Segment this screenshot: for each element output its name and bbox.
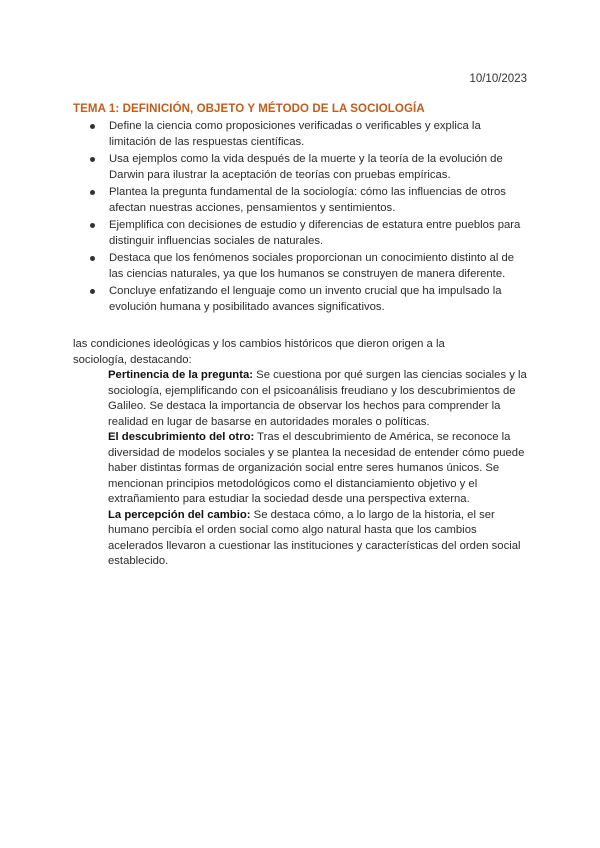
bullet-item xyxy=(90,218,530,249)
bullet-item xyxy=(90,119,530,150)
section-text: Tras el descubrimiento de América, se reconoce la diversidad de modelos sociales y se plantea la necesidad de entender cómo puede haber distintas formas de organización social entre seres humanos únicos. Se mencionan principios metodológicos como el distanciamiento objetivo y el extrañamiento para estudiar la sociedad desde una perspectiva externa. xyxy=(108,431,525,505)
section-heading: La percepción del cambio: xyxy=(108,508,251,521)
bullet-dot-icon xyxy=(90,223,95,228)
bullet-item xyxy=(90,152,530,183)
bullet-item xyxy=(90,251,530,282)
bullet-dot-icon xyxy=(90,256,95,261)
section-percepcion xyxy=(108,508,528,570)
bullet-text: Define la ciencia como proposiciones verificadas o verificables y explica la limitación de las respuestas científicas. xyxy=(109,120,481,148)
document-title: TEMA 1: DEFINICIÓN, OBJETO Y MÉTODO DE LA SOCIOLOGÍA xyxy=(73,103,425,115)
bullet-dot-icon xyxy=(90,124,95,129)
bullet-text: Destaca que los fenómenos sociales proporcionan un conocimiento distinto al de las ciencias naturales, ya que los humanos se construyen de manera diferente. xyxy=(109,252,515,280)
intro-paragraph: las condiciones ideológicas y los cambios históricos que dieron origen a la sociología, destacando: xyxy=(73,338,445,366)
bullet-dot-icon xyxy=(90,289,95,294)
section-heading: Pertinencia de la pregunta: xyxy=(108,369,254,381)
bullet-dot-icon xyxy=(90,157,95,162)
section-text: Se destaca cómo, a lo largo de la historia, el ser humano percibía el orden social como algo natural hasta que los cambios acelerados llevaron a cuestionar las instituciones y características del orden social establecido. xyxy=(108,508,521,567)
section-text: Se cuestiona por qué surgen las ciencias sociales y la sociología, ejemplificando con el psicoanálisis freudiano y los descubrimientos de Galileo. Se destaca la importancia de observar los hechos para comprender la realidad en lugar de basarse en autoridades morales o políticas. xyxy=(108,369,527,428)
summary-bullet-list xyxy=(90,119,530,317)
bullet-text: Plantea la pregunta fundamental de la sociología: cómo las influencias de otros afectan nuestras acciones, pensamientos y sentimientos. xyxy=(109,186,506,214)
bullet-dot-icon xyxy=(90,190,95,195)
section-heading: El descubrimiento del otro: xyxy=(108,431,255,443)
section-pertinencia xyxy=(108,368,528,430)
bullet-text: Usa ejemplos como la vida después de la muerte y la teoría de la evolución de Darwin para ilustrar la aceptación de teorías con pruebas empíricas. xyxy=(109,153,503,181)
bullet-item xyxy=(90,185,530,216)
bullet-text: Concluye enfatizando el lenguaje como un invento crucial que ha impulsado la evolución humana y posibilitado avances significativos. xyxy=(109,285,502,313)
sections-block xyxy=(108,368,528,570)
document-date: 10/10/2023 xyxy=(469,73,527,85)
bullet-item xyxy=(90,284,530,315)
bullet-text: Ejemplifica con decisiones de estudio y diferencias de estatura entre pueblos para distinguir influencias sociales de naturales. xyxy=(109,219,521,247)
section-descubrimiento xyxy=(108,430,528,508)
